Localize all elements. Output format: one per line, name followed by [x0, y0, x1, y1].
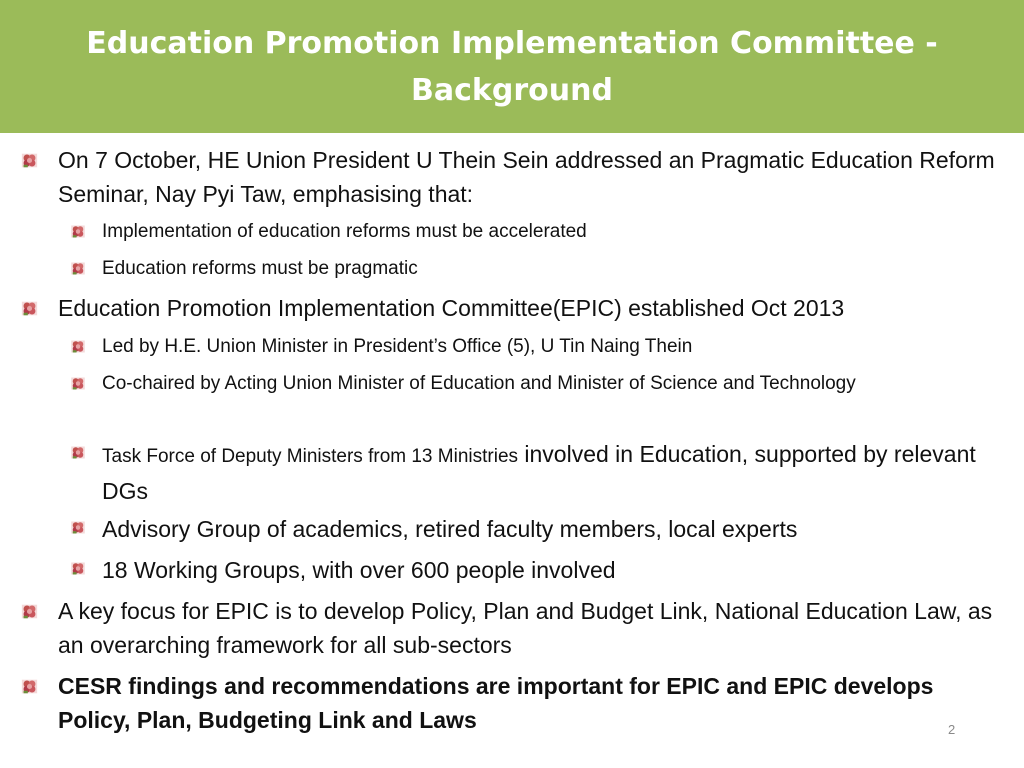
- bullet-text: Education Promotion Implementation Committee(EPIC) established Oct 2013: [58, 295, 845, 321]
- sub-bullet-task-force: [70, 437, 1002, 511]
- flower-bullet-icon: [20, 678, 39, 695]
- bullet-text: Co-chaired by Acting Union Minister of Education and Minister of Science and Technology: [102, 373, 856, 394]
- sub-bullet-pragmatic: [70, 253, 1002, 284]
- bullet-text: CESR findings and recommendations are important for EPIC and EPIC develops Policy, Plan, Budgeting Link and Laws: [58, 673, 934, 733]
- bullet-text: Led by H.E. Union Minister in President’s Office (5), U Tin Naing Thein: [102, 336, 693, 357]
- flower-bullet-icon: [70, 339, 86, 354]
- page-number: 2: [948, 722, 956, 737]
- bullet-text: [102, 437, 1002, 511]
- bullet-cesr-findings: [20, 669, 1008, 737]
- bullet-president-address: [20, 143, 1008, 211]
- flower-bullet-icon: [70, 261, 86, 276]
- sub-bullet-advisory-group: [70, 512, 1002, 546]
- bullet-text: Education reforms must be pragmatic: [102, 258, 418, 279]
- task-force-text-large: involved in Education, supported by relevant DGs: [102, 441, 976, 504]
- flower-bullet-icon: [20, 603, 39, 620]
- sub-bullet-working-groups: [70, 553, 1002, 587]
- bullet-text: Advisory Group of academics, retired faculty members, local experts: [102, 516, 798, 542]
- flower-bullet-icon: [70, 224, 86, 239]
- bullet-epic-established: [20, 291, 1008, 325]
- task-force-text: Task Force of Deputy Ministers from 13 Ministries: [102, 446, 519, 467]
- flower-bullet-icon: [70, 520, 86, 535]
- bullet-text: A key focus for EPIC is to develop Policy, Plan and Budget Link, National Education Law, as an overarching framework for all sub-sectors: [58, 598, 993, 658]
- sub-bullet-led-by: [70, 331, 1002, 362]
- flower-bullet-icon: [20, 300, 39, 317]
- slide-title: Education Promotion Implementation Committee - Background: [86, 25, 938, 108]
- flower-bullet-icon: [70, 445, 86, 460]
- flower-bullet-icon: [70, 561, 86, 576]
- sub-bullet-co-chaired: [70, 368, 1002, 399]
- bullet-text: On 7 October, HE Union President U Thein Sein addressed an Pragmatic Education Reform Seminar, Nay Pyi Taw, emphasising that:: [58, 147, 995, 207]
- sub-bullet-accelerate: [70, 216, 1002, 247]
- flower-bullet-icon: [70, 376, 86, 391]
- flower-bullet-icon: [20, 152, 39, 169]
- bullet-key-focus: [20, 594, 1008, 662]
- bullet-text: Implementation of education reforms must be accelerated: [102, 221, 587, 242]
- bullet-text: 18 Working Groups, with over 600 people involved: [102, 557, 616, 583]
